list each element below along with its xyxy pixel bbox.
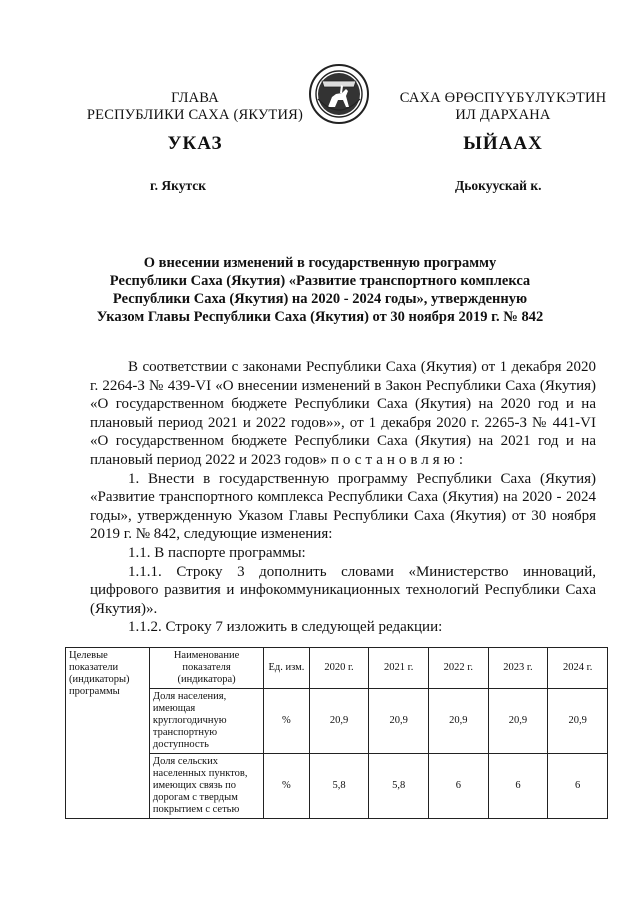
table-head-year: 2022 г. — [428, 648, 488, 689]
indicator-value: 20,9 — [369, 689, 429, 754]
title-line4: Указом Главы Республики Саха (Якутия) от 30 ноября 2019 г. № 842 — [96, 309, 544, 325]
table-left-label: Целевые показатели (индикаторы) программы — [66, 648, 150, 819]
indicator-value: 20,9 — [309, 689, 369, 754]
table-header-row — [66, 648, 608, 689]
indicator-value: 6 — [488, 754, 548, 819]
issuer-right-line2: ИЛ ДАРХАНА — [455, 107, 551, 123]
indicator-name: Доля населения, имеющая круглогодичную транспортную доступность — [149, 689, 263, 754]
indicator-value: 5,8 — [309, 754, 369, 819]
doc-type-left: УКАЗ — [167, 133, 223, 154]
issuer-right-line1: САХА ӨРӨСПҮҮБҮЛҮКЭТИН — [399, 90, 607, 106]
table-head-unit: Ед. изм. — [264, 648, 310, 689]
indicator-value: 20,9 — [428, 689, 488, 754]
title-line1: О внесении изменений в государственную программу — [143, 255, 497, 271]
table-head-name: Наименование показателя (индикатора) — [149, 648, 263, 689]
indicator-value: 20,9 — [548, 689, 608, 754]
indicator-name: Доля сельских населенных пунктов, имеющих связь по дорогам с твердым покрытием с сетью — [149, 754, 263, 819]
paragraph-item-1: 1. Внести в государственную программу Республики Саха (Якутия) «Развитие транспортного комплекса Республики Саха (Якутия) на 2020 - 2024 годы», утвержденную Указом Главы Республики Саха (Якутия) от 30 ноября 2019 г. № 842, следующие изменения: — [90, 470, 596, 543]
issuer-left-line2: РЕСПУБЛИКИ САХА (ЯКУТИЯ) — [86, 107, 304, 123]
republic-emblem-icon — [308, 63, 370, 125]
decree-word: постановляю: — [330, 451, 468, 468]
city-right: Дьокуускай к. — [455, 178, 542, 193]
paragraph-item-1-1-1: 1.1.1. Строку 3 дополнить словами «Министерство инноваций, цифрового развития и инфокоммуникационных технологий Республики Саха (Якутия)». — [90, 563, 596, 617]
city-left: г. Якутск — [150, 178, 207, 193]
indicator-value: 6 — [428, 754, 488, 819]
issuer-right — [388, 90, 618, 124]
title-line3: Республики Саха (Якутия) на 2020 - 2024 годы», утвержденную — [112, 291, 528, 307]
paragraph-item-1-1: 1.1. В паспорте программы: — [128, 544, 306, 561]
title-line2: Республики Саха (Якутия) «Развитие транспортного комплекса — [109, 273, 531, 289]
issuer-left-line1: ГЛАВА — [171, 90, 219, 106]
indicators-table — [65, 647, 608, 819]
paragraph-preamble — [90, 358, 596, 470]
preamble-text: В соответствии с законами Республики Саха (Якутия) от 1 декабря 2020 г. 2264-З № 439-VI «О внесении изменений в Закон Республики Саха (Якутия) «О государственном бюджете Республики Саха (Якутия) на 2020 год и на плановый период 2021 и 2022 годов»», от 1 декабря 2020 г. 2265-З № 441-VI «О государственном бюджете Республики Саха (Якутия) на 2021 год и на плановый период 2022 и 2023 годов» — [90, 359, 596, 468]
doc-type-right: ЫЙААХ — [463, 133, 543, 154]
indicator-unit: % — [264, 689, 310, 754]
table-head-year: 2023 г. — [488, 648, 548, 689]
table-head-year: 2020 г. — [309, 648, 369, 689]
indicator-value: 6 — [548, 754, 608, 819]
table-head-year: 2021 г. — [369, 648, 429, 689]
table-head-year: 2024 г. — [548, 648, 608, 689]
indicator-unit: % — [264, 754, 310, 819]
paragraph-item-1-1-2: 1.1.2. Строку 7 изложить в следующей редакции: — [128, 619, 443, 636]
decree-body — [90, 358, 596, 637]
issuer-left — [80, 90, 310, 124]
indicator-value: 20,9 — [488, 689, 548, 754]
indicator-value: 5,8 — [369, 754, 429, 819]
decree-title — [70, 254, 570, 326]
